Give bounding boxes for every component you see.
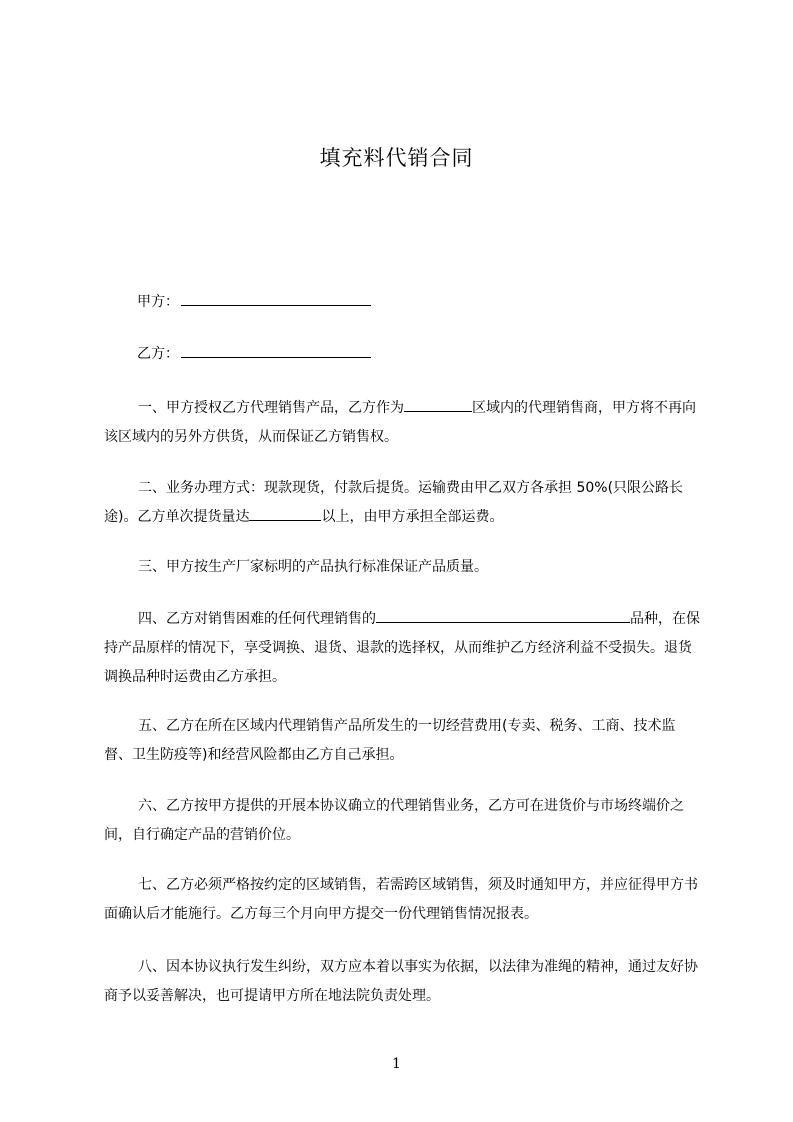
party-b-line — [137, 344, 371, 364]
page-number: 1 — [392, 1056, 401, 1072]
document-title: 填充料代销合同 — [319, 146, 474, 170]
clause-4-blank — [376, 609, 630, 623]
clause-1-text-a: 一、甲方授权乙方代理销售产品，乙方作为 — [138, 400, 404, 416]
clause-5 — [104, 712, 700, 770]
clause-1 — [104, 394, 700, 452]
clause-5-text: 五、乙方在所在区域内代理销售产品所发生的一切经营费用(专卖、税务、工商、技术监督、卫生防疫等)和经营风险都由乙方自己承担。 — [104, 718, 676, 763]
clause-2-blank — [249, 507, 321, 521]
clause-6 — [104, 792, 700, 850]
party-a-label: 甲方： — [137, 294, 179, 310]
clause-8 — [104, 953, 700, 1011]
party-b-blank — [181, 344, 371, 358]
clause-6-text: 六、乙方按甲方提供的开展本协议确立的代理销售业务，乙方可在进货价与市场终端价之间，自行确定产品的营销价位。 — [104, 798, 684, 843]
clause-4-text-b: 品种，在保持产品原样的情况下，享受调换、退货、退款的选择权，从而维护乙方经济利益不受损失。退货调换品种时运费由乙方承担。 — [104, 611, 700, 685]
clause-2 — [104, 474, 700, 532]
clause-3-text: 三、甲方按生产厂家标明的产品执行标准保证产品质量。 — [138, 559, 488, 575]
party-a-blank — [181, 292, 371, 306]
clause-7 — [104, 871, 700, 929]
clause-8-text: 八、因本协议执行发生纠纷，双方应本着以事实为依据，以法律为准绳的精神，通过友好协商予以妥善解决，也可提请甲方所在地法院负责处理。 — [104, 959, 698, 1004]
clause-3 — [104, 553, 700, 582]
clause-1-text-b: 区域内的代理销售商，甲方将不再向该区域内的另外方供货，从而保证乙方销售权。 — [104, 400, 696, 445]
clause-7-text: 七、乙方必须严格按约定的区域销售，若需跨区域销售，须及时通知甲方，并应征得甲方书面确认后才能施行。乙方每三个月向甲方提交一份代理销售情况报表。 — [104, 877, 698, 922]
clause-2-text-b: 以上，由甲方承担全部运费。 — [321, 509, 504, 525]
clause-4-text-a: 四、乙方对销售困难的任何代理销售的 — [138, 611, 376, 627]
party-a-line — [137, 292, 371, 312]
clause-1-blank — [404, 398, 472, 412]
clause-4 — [104, 605, 700, 692]
clause-2-text-a: 二、业务办理方式：现款现货，付款后提货。运输费由甲乙双方各承担 50%(只限公路长途)。乙方单次提货量达 — [104, 480, 684, 525]
party-b-label: 乙方： — [137, 346, 179, 362]
